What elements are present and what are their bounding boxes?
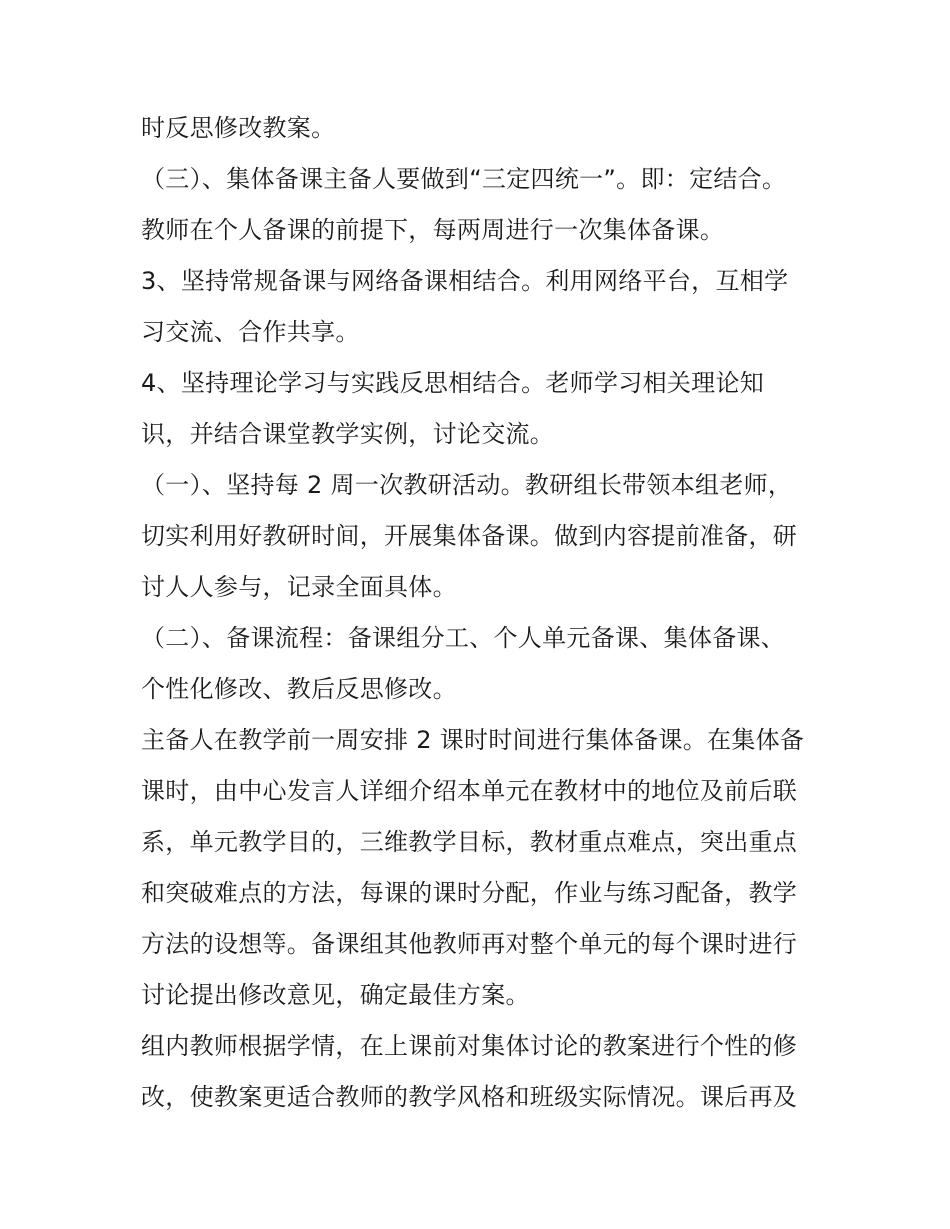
- text-line: （一）、坚持每 2 周一次教研活动。教研组长带领本组老师，: [141, 471, 793, 499]
- text-line: 时反思修改教案。: [141, 114, 336, 142]
- text-line: 课时，由中心发言人详细介绍本单元在教材中的地位及前后联: [141, 777, 798, 805]
- text-line: （二）、备课流程：备课组分工、个人单元备课、集体备课、: [141, 624, 786, 652]
- text-line: 教师在个人备课的前提下，每两周进行一次集体备课。: [141, 216, 725, 244]
- text-line: 方法的设想等。备课组其他教师再对整个单元的每个课时进行: [141, 930, 798, 958]
- text-line: 组内教师根据学情，在上课前对集体讨论的教案进行个性的修: [141, 1032, 798, 1060]
- text-line: 识，并结合课堂教学实例，讨论交流。: [141, 420, 555, 448]
- text-line: 改，使教案更适合教师的教学风格和班级实际情况。课后再及: [141, 1083, 798, 1111]
- text-line: 3、坚持常规备课与网络备课相结合。利用网络平台，互相学: [141, 267, 789, 295]
- text-line: 个性化修改、教后反思修改。: [141, 675, 457, 703]
- text-line: （三）、集体备课主备人要做到“三定四统一”。即：定结合。: [141, 165, 787, 193]
- text-line: 切实利用好教研时间，开展集体备课。做到内容提前准备，研: [141, 522, 798, 550]
- text-line: 习交流、合作共享。: [141, 318, 360, 346]
- text-line: 讨论提出修改意见，确定最佳方案。: [141, 981, 530, 1009]
- text-line: 和突破难点的方法，每课的课时分配，作业与练习配备，教学: [141, 879, 798, 907]
- text-line: 系，单元教学目的，三维教学目标，教材重点难点，突出重点: [141, 828, 798, 856]
- text-line: 4、坚持理论学习与实践反思相结合。老师学习相关理论知: [141, 369, 765, 397]
- text-line: 讨人人参与，记录全面具体。: [141, 573, 457, 601]
- text-line: 主备人在教学前一周安排 2 课时时间进行集体备课。在集体备: [141, 726, 805, 754]
